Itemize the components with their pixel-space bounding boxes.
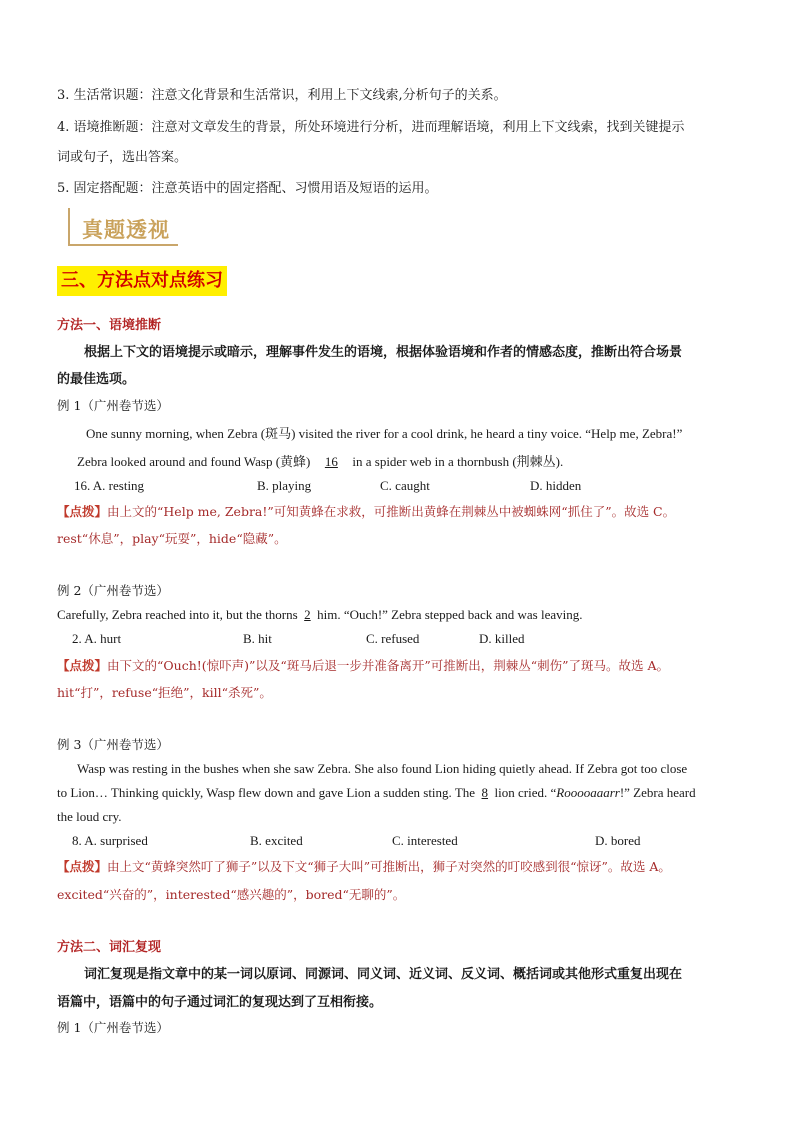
- ex2-hint-line1: 【点拨】由下文的“Ouch!(惊吓声)”以及“斑马后退一步并准备离开”可推断出，荆棘丛“刺伤”了斑马。故选 A。: [57, 658, 669, 673]
- ex1-option-a: 16. A. resting: [74, 478, 145, 493]
- ex3-hint-line1: 【点拨】由上文“黄蜂突然叮了狮子”以及下文“狮子大叫”可推断出，狮子对突然的叮咬感到很“惊讶”。故选 A。: [57, 859, 671, 874]
- method1-heading: 方法一、语境推断: [57, 318, 162, 333]
- ex3-option-a: 8. A. surprised: [72, 833, 148, 848]
- ex3-passage-line1: Wasp was resting in the bushes when she saw Zebra. She also found Lion hiding quietly ahead. If Zebra got too close: [77, 761, 688, 776]
- ex1-hint-line1: 【点拨】由上文的“Help me, Zebra!”可知黄蜂在求救，可推断出黄蜂在荆棘丛中被蜘蛛网“抓住了”。故选 C。: [57, 504, 676, 519]
- ex3-passage-line2: to Lion… Thinking quickly, Wasp flew down and gave Lion a sudden sting. The 8 lion cried. “Rooooaaarr!” Zebra heard: [57, 785, 696, 800]
- ex3-label: 例 3（广州卷节选）: [57, 737, 169, 752]
- ex1-option-c: C. caught: [380, 478, 430, 493]
- ex3-option-c: C. interested: [392, 833, 458, 848]
- ex2-passage-line1: Carefully, Zebra reached into it, but the thorns 2 him. “Ouch!” Zebra stepped back and was leaving.: [57, 607, 583, 622]
- ex3-hint-line2: excited“兴奋的”，interested“感兴趣的”，bored“无聊的”。: [57, 887, 406, 902]
- ex2-option-a: 2. A. hurt: [72, 631, 122, 646]
- method2-desc-line1: 词汇复现是指文章中的某一词以原词、同源词、同义词、近义词、反义词、概括词或其他形式重复出现在: [84, 967, 683, 982]
- ex3-blank: 8: [481, 785, 489, 800]
- method2-ex1-label: 例 1（广州卷节选）: [57, 1020, 169, 1035]
- ex1-label: 例 1（广州卷节选）: [57, 398, 169, 413]
- method2-heading: 方法二、词汇复现: [57, 940, 162, 955]
- ex1-option-b: B. playing: [257, 478, 312, 493]
- ex2-blank: 2: [304, 607, 311, 622]
- ex2-option-b: B. hit: [243, 631, 272, 646]
- method1-desc-line1: 根据上下文的语境提示或暗示，理解事件发生的语境，根据体验语境和作者的情感态度，推断出符合场景: [84, 345, 683, 360]
- tip-3: 3. 生活常识题：注意文化背景和生活常识，利用上下文线索,分析句子的关系。: [57, 88, 507, 103]
- ex2-label: 例 2（广州卷节选）: [57, 583, 169, 598]
- tip-5: 5. 固定搭配题：注意英语中的固定搭配、习惯用语及短语的运用。: [57, 181, 438, 196]
- ex1-blank: 16: [324, 454, 338, 469]
- section-title: 三、方法点对点练习: [57, 266, 227, 296]
- section-banner: [68, 208, 178, 246]
- ex1-hint-line2: rest“休息”，play“玩耍”，hide“隐藏”。: [57, 531, 287, 546]
- ex1-passage-line2: Zebra looked around and found Wasp (黄蜂) 16 in a spider web in a thornbush (荆棘丛).: [77, 454, 564, 469]
- ex1-passage-line1: One sunny morning, when Zebra (斑马) visited the river for a cool drink, he heard a tiny voice. “Help me, Zebra!”: [86, 426, 683, 441]
- ex2-option-c: C. refused: [366, 631, 420, 646]
- banner-text: 真题透视: [82, 218, 170, 242]
- method1-desc-line2: 的最佳选项。: [57, 372, 136, 387]
- ex3-passage-line3: the loud cry.: [57, 809, 122, 824]
- ex2-option-d: D. killed: [479, 631, 525, 646]
- ex3-option-d: D. bored: [595, 833, 641, 848]
- ex1-option-d: D. hidden: [530, 478, 582, 493]
- ex2-hint-line2: hit“打”，refuse“拒绝”，kill“杀死”。: [57, 685, 272, 700]
- tip-4-line2: 词或句子，选出答案。: [57, 150, 188, 165]
- ex3-option-b: B. excited: [250, 833, 303, 848]
- tip-4-line1: 4. 语境推断题：注意对文章发生的背景，所处环境进行分析，进而理解语境，利用上下文线索，找到关键提示: [57, 120, 685, 135]
- method2-desc-line2: 语篇中，语篇中的句子通过词汇的复现达到了互相衔接。: [57, 995, 383, 1010]
